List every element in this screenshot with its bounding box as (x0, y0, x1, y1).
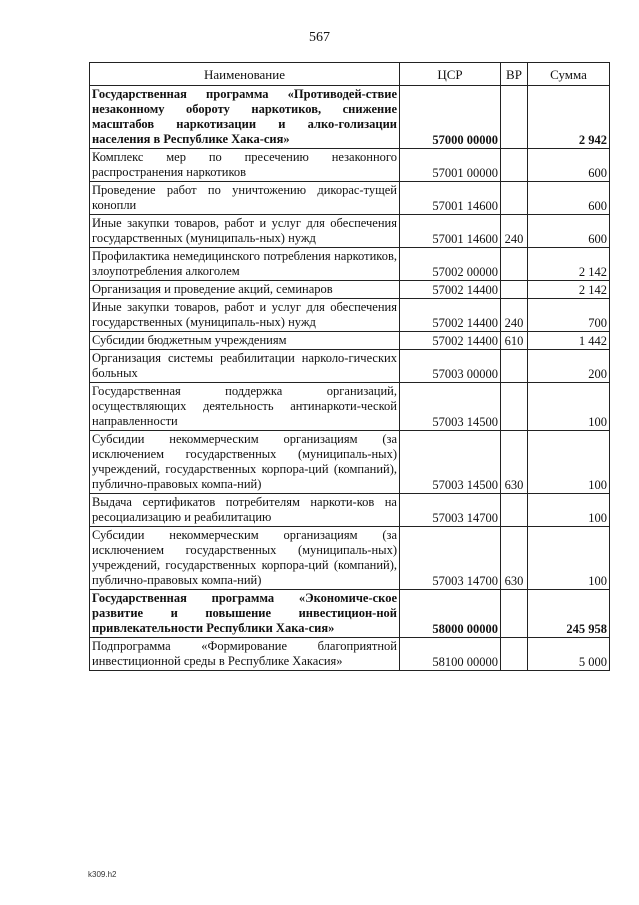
row-sum-cell: 600 (528, 149, 610, 182)
table-row (90, 215, 610, 248)
table-row (90, 149, 610, 182)
row-vr-cell (501, 248, 528, 281)
row-name-cell: Подпрограмма «Формирование благоприятной инвестиционной среды в Республике Хакасия» (90, 638, 400, 671)
row-name-cell: Иные закупки товаров, работ и услуг для обеспечения государственных (муниципаль-ных) нужд (90, 215, 400, 248)
row-name-cell: Проведение работ по уничтожению дикорас-тущей конопли (90, 182, 400, 215)
row-vr-cell: 630 (501, 527, 528, 590)
table-row (90, 590, 610, 638)
table-row (90, 350, 610, 383)
footer-code: k309.h2 (88, 870, 117, 879)
row-sum-cell: 600 (528, 182, 610, 215)
row-vr-cell: 610 (501, 332, 528, 350)
table-header-row (90, 63, 610, 86)
row-sum-cell: 100 (528, 494, 610, 527)
row-sum-cell: 2 142 (528, 281, 610, 299)
row-csr-cell: 57002 14400 (400, 332, 501, 350)
row-vr-cell (501, 494, 528, 527)
row-vr-cell: 240 (501, 299, 528, 332)
row-vr-cell: 630 (501, 431, 528, 494)
row-csr-cell: 57001 00000 (400, 149, 501, 182)
row-name-cell: Государственная программа «Противодей-ствие незаконному обороту наркотиков, снижение масштабов наркотизации и алко-голизации населения в Республике Хака-сия» (90, 86, 400, 149)
row-sum-cell: 5 000 (528, 638, 610, 671)
row-sum-cell: 100 (528, 383, 610, 431)
table-body (90, 86, 610, 671)
row-sum-cell: 200 (528, 350, 610, 383)
table-row (90, 182, 610, 215)
row-sum-cell: 2 942 (528, 86, 610, 149)
table-row (90, 638, 610, 671)
row-vr-cell: 240 (501, 215, 528, 248)
row-sum-cell: 100 (528, 527, 610, 590)
row-csr-cell: 58000 00000 (400, 590, 501, 638)
table-row (90, 299, 610, 332)
row-csr-cell: 57001 14600 (400, 215, 501, 248)
row-vr-cell (501, 149, 528, 182)
row-vr-cell (501, 86, 528, 149)
row-vr-cell (501, 383, 528, 431)
row-sum-cell: 2 142 (528, 248, 610, 281)
budget-table-container (89, 62, 609, 671)
header-sum: Сумма (528, 63, 610, 86)
header-csr: ЦСР (400, 63, 501, 86)
row-vr-cell (501, 350, 528, 383)
budget-table (89, 62, 610, 671)
table-row (90, 332, 610, 350)
row-csr-cell: 57001 14600 (400, 182, 501, 215)
row-csr-cell: 57003 14500 (400, 431, 501, 494)
table-row (90, 281, 610, 299)
header-name: Наименование (90, 63, 400, 86)
table-row (90, 383, 610, 431)
row-vr-cell (501, 281, 528, 299)
row-name-cell: Иные закупки товаров, работ и услуг для обеспечения государственных (муниципаль-ных) нужд (90, 299, 400, 332)
page-number: 567 (309, 30, 330, 45)
row-vr-cell (501, 590, 528, 638)
table-row (90, 527, 610, 590)
row-csr-cell: 57003 00000 (400, 350, 501, 383)
row-name-cell: Комплекс мер по пресечению незаконного распространения наркотиков (90, 149, 400, 182)
row-sum-cell: 100 (528, 431, 610, 494)
row-name-cell: Государственная поддержка организаций, осуществляющих деятельность антинаркоти-ческой направленности (90, 383, 400, 431)
row-name-cell: Организация и проведение акций, семинаров (90, 281, 400, 299)
table-row (90, 86, 610, 149)
row-csr-cell: 57002 14400 (400, 281, 501, 299)
row-csr-cell: 57000 00000 (400, 86, 501, 149)
table-row (90, 248, 610, 281)
row-csr-cell: 57003 14500 (400, 383, 501, 431)
row-csr-cell: 57002 14400 (400, 299, 501, 332)
row-name-cell: Организация системы реабилитации нарколо-гических больных (90, 350, 400, 383)
row-name-cell: Профилактика немедицинского потребления наркотиков, злоупотребления алкоголем (90, 248, 400, 281)
row-vr-cell (501, 182, 528, 215)
row-csr-cell: 57003 14700 (400, 527, 501, 590)
row-name-cell: Субсидии бюджетным учреждениям (90, 332, 400, 350)
table-row (90, 494, 610, 527)
row-vr-cell (501, 638, 528, 671)
row-csr-cell: 57003 14700 (400, 494, 501, 527)
row-sum-cell: 600 (528, 215, 610, 248)
row-name-cell: Выдача сертификатов потребителям наркоти-ков на ресоциализацию и реабилитацию (90, 494, 400, 527)
row-name-cell: Субсидии некоммерческим организациям (за исключением государственных (муниципаль-ных) учреждений, государственных корпора-ций (компаний), публично-правовых компа-ний) (90, 431, 400, 494)
table-row (90, 431, 610, 494)
row-csr-cell: 58100 00000 (400, 638, 501, 671)
row-sum-cell: 245 958 (528, 590, 610, 638)
header-vr: ВР (501, 63, 528, 86)
row-sum-cell: 1 442 (528, 332, 610, 350)
row-name-cell: Государственная программа «Экономиче-ское развитие и повышение инвестицион-ной привлекательности Республики Хака-сия» (90, 590, 400, 638)
row-name-cell: Субсидии некоммерческим организациям (за исключением государственных (муниципаль-ных) учреждений, государственных корпора-ций (компаний), публично-правовых компа-ний) (90, 527, 400, 590)
row-csr-cell: 57002 00000 (400, 248, 501, 281)
row-sum-cell: 700 (528, 299, 610, 332)
